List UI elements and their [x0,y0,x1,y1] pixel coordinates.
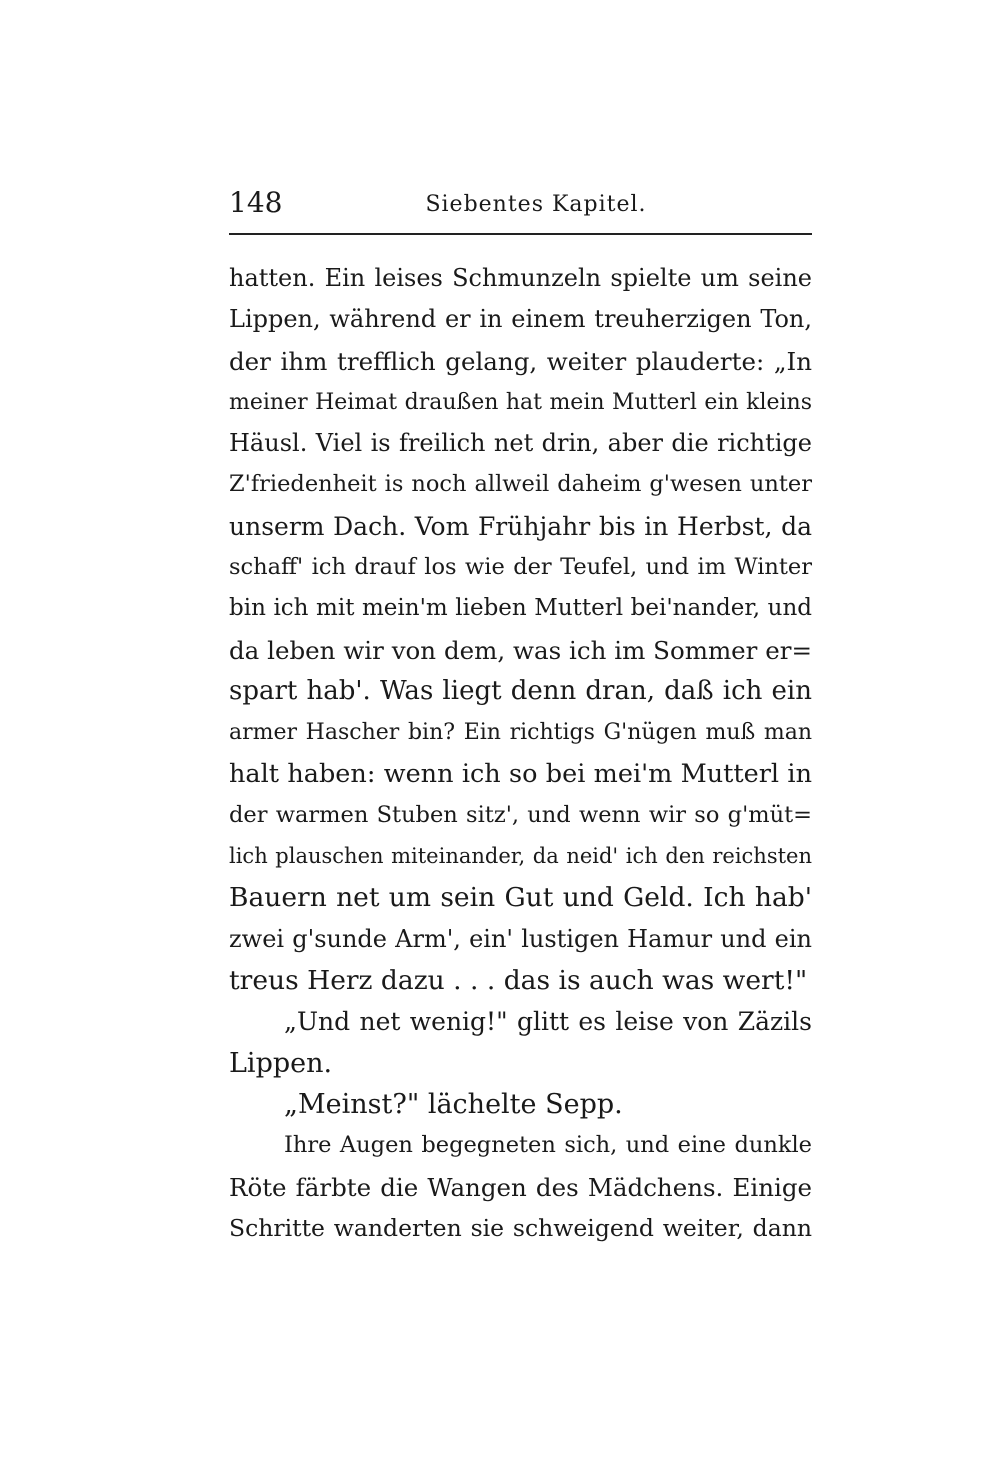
text-line: spart hab'. Was liegt denn dran, daß ich ein [229,675,812,706]
text-line: Häusl. Viel is freilich net drin, aber die richtige [229,429,812,458]
text-line: Schritte wanderten sie schweigend weiter, dann [229,1213,812,1242]
text-line: Röte färbte die Wangen des Mädchens. Einige [229,1172,812,1202]
text-line: Z'friedenheit is noch allweil daheim g'wesen unter [229,471,812,498]
text-line: halt haben: wenn ich so bei mei'm Mutterl in [229,758,812,789]
text-line: Lippen, während er in einem treuherzigen Ton, [229,305,812,334]
text-line: Bauern net um sein Gut und Geld. Ich hab' [229,882,812,914]
text-line: der warmen Stuben sitz', und wenn wir so g'müt= [229,801,812,828]
text-line: Ihre Augen begegneten sich, und eine dunkle [284,1132,812,1159]
running-title: Siebentes Kapitel. [425,192,647,217]
text-line: lich plauschen miteinander, da neid' ich den reichsten [229,844,812,869]
text-line: zwei g'sunde Arm', ein' lustigen Hamur und ein [229,924,812,953]
text-line: meiner Heimat draußen hat mein Mutterl ein kleins [229,389,812,415]
text-line: „Meinst?" lächelte Sepp. [284,1088,623,1120]
text-line: der ihm trefflich gelang, weiter plauderte: „In [229,346,812,376]
text-line: treus Herz dazu . . . das is auch was wert!" [229,965,808,997]
text-line: armer Hascher bin? Ein richtigs G'nügen muß man [229,720,812,746]
text-line: „Und net wenig!" glitt es leise von Zäzils [284,1007,812,1037]
body-text [229,258,812,1249]
text-line: hatten. Ein leises Schmunzeln spielte um seine [229,264,812,292]
text-line: unserm Dach. Vom Frühjahr bis in Herbst, da [229,511,812,541]
text-line: bin ich mit mein'm lieben Mutterl bei'nander, und [229,595,812,622]
page-header [229,186,812,226]
text-line: Lippen. [229,1047,333,1079]
text-line: da leben wir von dem, was ich im Sommer er= [229,635,812,665]
page-number: 148 [229,186,283,219]
header-rule [229,233,812,235]
text-line: schaff' ich drauf los wie der Teufel, und im Winter [229,554,812,581]
